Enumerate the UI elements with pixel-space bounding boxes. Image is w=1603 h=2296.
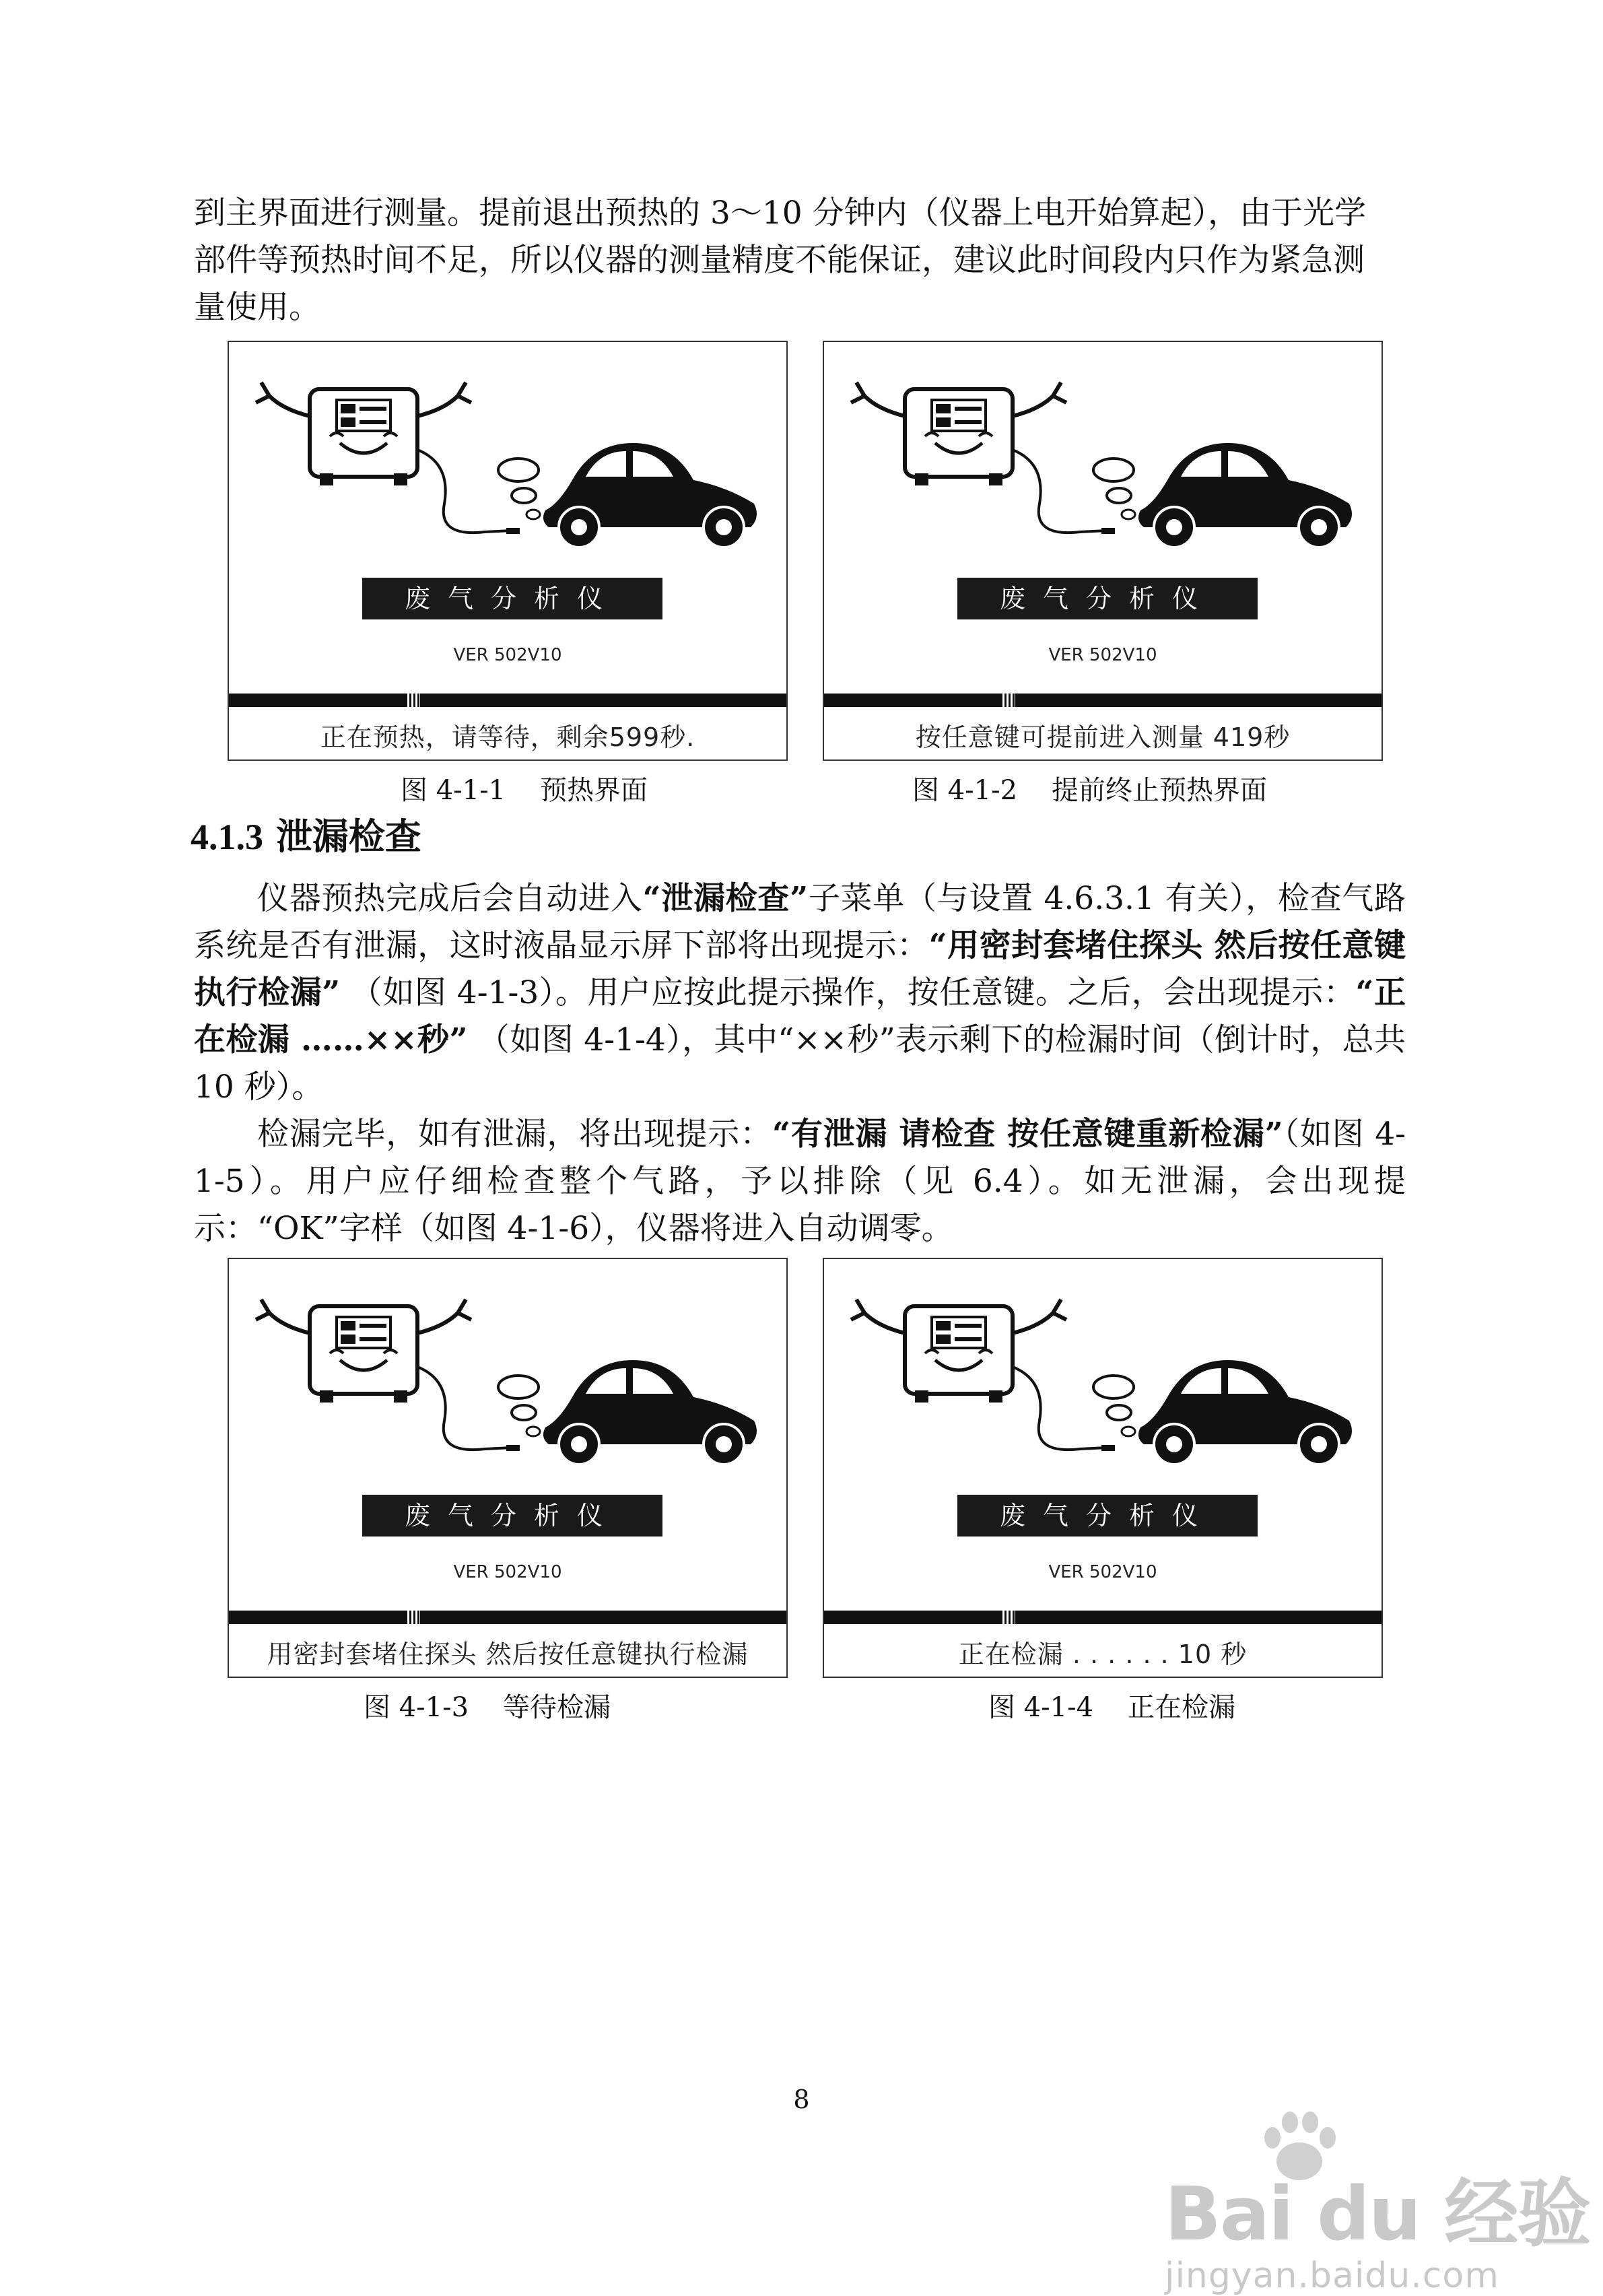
text-run: 检漏完毕，如有泄漏，将出现提示：: [257, 1116, 773, 1153]
analyzer-car-illustration: [229, 1259, 786, 1488]
intro-paragraph: [194, 190, 1406, 331]
car-icon: [543, 1360, 757, 1464]
watermark-brand: Bai du 经验: [1165, 2171, 1590, 2257]
intro-line: 到主界面进行测量。提前退出预热的 3～10 分钟内（仪器上电开始算起），由于光学: [194, 195, 1367, 232]
figure-4-1-4-panel: [823, 1258, 1383, 1678]
figure-4-1-1-panel: [228, 341, 788, 761]
emphasis-run: “正在检漏 ……××秒”: [194, 974, 1406, 1058]
analyzer-mascot-icon: [256, 1299, 471, 1403]
status-message: 正在预热，请等待，剩余599秒.: [320, 722, 695, 752]
analyzer-mascot-icon: [851, 1299, 1066, 1403]
figure-caption: 图 4-1-4 正在检漏: [988, 1692, 1235, 1723]
text-run: 子菜单（与设置 4.6.3.1 有关），检查气路系统是否有泄漏，这时液晶显示屏下部将出现提示：: [194, 880, 1406, 964]
section-number: 4.1.3: [191, 817, 263, 857]
device-title-banner: 废气分析仪: [362, 1495, 662, 1537]
figure-caption: 图 4-1-2 提前终止预热界面: [912, 775, 1267, 806]
status-message: 按任意键可提前进入测量 419秒: [915, 722, 1291, 752]
device-title-banner: 废气分析仪: [957, 578, 1258, 619]
analyzer-car-illustration: [824, 342, 1382, 571]
text-run: （如图 4-1-3）。用户应按此提示操作，按任意键。之后，会出现提示：: [340, 974, 1356, 1011]
intro-line: 量使用。: [194, 289, 320, 326]
emphasis-run: “用密封套堵住探头 然后按任意键执行检漏”: [194, 927, 1406, 1011]
analyzer-car-illustration: [824, 1259, 1382, 1488]
figure-caption: 图 4-1-3 等待检漏: [364, 1692, 611, 1723]
device-title-banner: 废气分析仪: [362, 578, 662, 619]
car-icon: [543, 443, 757, 547]
text-run: （如图 4-1-4），其中“××秒”表示剩下的检漏时间（倒计时，总共 10 秒）。: [194, 1021, 1406, 1106]
figure-caption: 图 4-1-1 预热界面: [401, 775, 648, 806]
section-title: 泄漏检查: [275, 815, 421, 858]
status-message: 正在检漏 . . . . . . 10 秒: [958, 1640, 1248, 1669]
version-label: VER 502V10: [453, 645, 562, 665]
emphasis-run: “泄漏检查”: [642, 880, 809, 917]
body-paragraph: [194, 875, 1406, 1111]
emphasis-run: “有泄漏 请检查 按任意键重新检漏”: [772, 1116, 1283, 1153]
version-label: VER 502V10: [1048, 1562, 1157, 1582]
intro-line: 部件等预热时间不足，所以仪器的测量精度不能保证，建议此时间段内只作为紧急测: [194, 242, 1365, 279]
device-title-banner: 废气分析仪: [957, 1495, 1258, 1537]
baidu-watermark: [1165, 2155, 1590, 2296]
status-divider: [229, 694, 786, 707]
figure-4-1-3-panel: [228, 1258, 788, 1678]
analyzer-mascot-icon: [256, 382, 471, 485]
version-label: VER 502V10: [453, 1562, 562, 1582]
body-paragraph: [194, 1111, 1406, 1252]
watermark-url: jingyan.baidu.com: [1165, 2256, 1499, 2296]
figure-4-1-2-panel: [823, 341, 1383, 761]
text-run: 仪器预热完成后会自动进入: [257, 880, 643, 917]
text-run: （如图 4-1-5）。用户应仔细检查整个气路，予以排除（见 6.4）。如无泄漏，会出现提示：“OK”字样（如图 4-1-6），仪器将进入自动调零。: [194, 1116, 1406, 1247]
version-label: VER 502V10: [1048, 645, 1157, 665]
section-heading: [191, 808, 421, 860]
page-number: 8: [793, 2085, 810, 2114]
car-icon: [1138, 443, 1352, 547]
status-divider: [824, 1611, 1382, 1624]
analyzer-car-illustration: [229, 342, 786, 571]
car-icon: [1138, 1360, 1352, 1464]
status-divider: [229, 1611, 786, 1624]
status-message: 用密封套堵住探头 然后按任意键执行检漏: [267, 1640, 749, 1669]
status-divider: [824, 694, 1382, 707]
analyzer-mascot-icon: [851, 382, 1066, 485]
